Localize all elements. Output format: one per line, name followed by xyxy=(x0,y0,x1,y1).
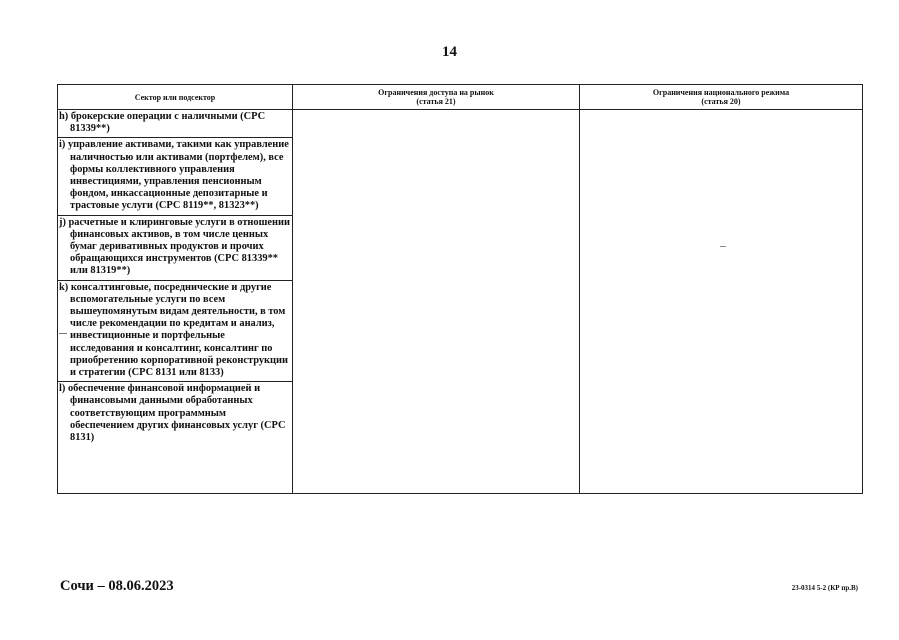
list-item xyxy=(58,382,292,446)
market-access-cell xyxy=(293,110,580,494)
scan-speck xyxy=(720,246,726,247)
list-item xyxy=(58,216,292,281)
sector-cell xyxy=(58,110,293,494)
list-item xyxy=(58,281,292,383)
header-national-treatment xyxy=(580,85,863,110)
national-treatment-cell xyxy=(580,110,863,494)
footer-doc-code: 23-0314 5-2 (КР пр.В) xyxy=(791,584,858,592)
list-item xyxy=(58,138,292,215)
table-header-row xyxy=(58,85,863,110)
entry-text: j) расчетные и клиринговые услуги в отношении финансовых активов, в том числе ценных бумаг деривативных продуктов и прочих обращающихся инструментов (СРС 81339** или 81319**) xyxy=(59,216,290,277)
entry-text: h) брокерские операции с наличными (СРС 81339**) xyxy=(59,111,266,135)
page-number: 14 xyxy=(442,44,457,60)
header-sector xyxy=(58,85,293,110)
header-market-access-article: (статья 21) xyxy=(416,97,456,106)
table-body-row xyxy=(58,110,863,494)
header-market-access xyxy=(293,85,580,110)
entry-text: l) обеспечение финансовой информацией и финансовыми данными обработанных соответствующим программным обеспечением других финансовых услуг (СРС 8131) xyxy=(59,383,286,444)
schedule-table xyxy=(57,84,863,494)
footer-place-date: Сочи – 08.06.2023 xyxy=(60,578,174,594)
header-market-access-title: Ограничения доступа на рынок xyxy=(378,88,494,97)
header-national-treatment-title: Ограничения национального режима xyxy=(652,88,790,97)
scan-speck xyxy=(59,333,67,334)
entry-text: k) консалтинговые, посреднические и другие вспомогательные услуги по всем вышеупомянутым видам деятельности, в том числе рекомендации по кредитам и анализ, инвестиционные и портфельные исследования и консалтинг, консалтинг по приобретению корпоративной реконструкции и стратегии (СРС 8131 или 8133) xyxy=(59,281,288,379)
header-sector-label: Сектор или подсектор xyxy=(134,92,216,102)
list-item xyxy=(58,110,292,138)
entry-text: i) управление активами, такими как управление наличностью или активами (портфелем), все формы коллективного управления инвестициями, управления пенсионным фондом, инкассационные депозитарные и трастовые услуги (СРС 8119**, 81323**) xyxy=(59,139,289,212)
header-national-treatment-article: (статья 20) xyxy=(701,97,741,106)
